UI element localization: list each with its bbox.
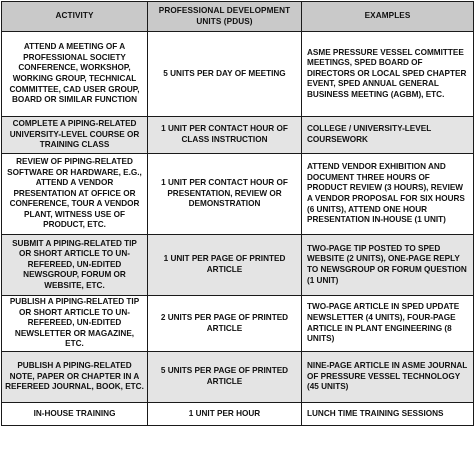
pdu-table	[1, 1, 474, 426]
header-pdu: PROFESSIONAL DEVELOPMENT UNITS (PDUS)	[148, 2, 302, 32]
example-cell: ASME PRESSURE VESSEL COMMITTEE MEETINGS, SPED BOARD OF DIRECTORS OR LOCAL SPED CHAPTER EVENT, SPED ANNUAL GENERAL BUSINESS MEETING (AGBM), ETC.	[302, 32, 474, 117]
pdu-cell: 5 UNITS PER PAGE OF PRINTED ARTICLE	[148, 352, 302, 403]
example-cell: LUNCH TIME TRAINING SESSIONS	[302, 403, 474, 426]
activity-cell: IN-HOUSE TRAINING	[2, 403, 148, 426]
pdu-cell: 1 UNIT PER CONTACT HOUR OF CLASS INSTRUCTION	[148, 117, 302, 154]
table-row	[2, 403, 474, 426]
header-examples: EXAMPLES	[302, 2, 474, 32]
activity-cell: COMPLETE A PIPING-RELATED UNIVERSITY-LEVEL COURSE OR TRAINING CLASS	[2, 117, 148, 154]
pdu-cell: 2 UNITS PER PAGE OF PRINTED ARTICLE	[148, 296, 302, 352]
activity-cell: PUBLISH A PIPING-RELATED TIP OR SHORT ARTICLE TO UN-REFEREED, UN-EDITED NEWSLETTER OR MAGAZINE, ETC.	[2, 296, 148, 352]
activity-cell: SUBMIT A PIPING-RELATED TIP OR SHORT ARTICLE TO UN-REFEREED, UN-EDITED NEWSGROUP, FORUM OR WEBSITE, ETC.	[2, 235, 148, 296]
activity-cell: ATTEND A MEETING OF A PROFESSIONAL SOCIETY CONFERENCE, WORKSHOP, WORKING GROUP, TECHNICAL COMMITTEE, CAD USER GROUP, BOARD OR SIMILAR FUNCTION	[2, 32, 148, 117]
table-header-row	[2, 2, 474, 32]
header-activity: ACTIVITY	[2, 2, 148, 32]
table-row	[2, 235, 474, 296]
example-cell: NINE-PAGE ARTICLE IN ASME JOURNAL OF PRESSURE VESSEL TECHNOLOGY (45 UNITS)	[302, 352, 474, 403]
example-cell: COLLEGE / UNIVERSITY-LEVEL COURSEWORK	[302, 117, 474, 154]
table-row	[2, 32, 474, 117]
pdu-cell: 1 UNIT PER HOUR	[148, 403, 302, 426]
activity-cell: PUBLISH A PIPING-RELATED NOTE, PAPER OR CHAPTER IN A REFEREED JOURNAL, BOOK, ETC.	[2, 352, 148, 403]
table-row	[2, 296, 474, 352]
table-row	[2, 352, 474, 403]
example-cell: ATTEND VENDOR EXHIBITION AND DOCUMENT THREE HOURS OF PRODUCT REVIEW (3 HOURS), REVIEW A VENDOR PROPOSAL FOR SIX HOURS (6 UNITS), ATTEND ONE HOUR PRESENTATION IN-HOUSE (1 UNIT)	[302, 154, 474, 235]
pdu-cell: 1 UNIT PER PAGE OF PRINTED ARTICLE	[148, 235, 302, 296]
pdu-cell: 1 UNIT PER CONTACT HOUR OF PRESENTATION, REVIEW OR DEMONSTRATION	[148, 154, 302, 235]
pdu-cell: 5 UNITS PER DAY OF MEETING	[148, 32, 302, 117]
example-cell: TWO-PAGE ARTICLE IN SPED UPDATE NEWSLETTER (4 UNITS), FOUR-PAGE ARTICLE IN PLANT ENGINEERING (8 UNITS)	[302, 296, 474, 352]
example-cell: TWO-PAGE TIP POSTED TO SPED WEBSITE (2 UNITS), ONE-PAGE REPLY TO NEWSGROUP OR FORUM QUESTION (1 UNIT)	[302, 235, 474, 296]
table-row	[2, 117, 474, 154]
table-row	[2, 154, 474, 235]
activity-cell: REVIEW OF PIPING-RELATED SOFTWARE OR HARDWARE, E.G., ATTEND A VENDOR PRESENTATION AT OFFICE OR CONFERENCE, TOUR A VENDOR PLANT, WITNESS USE OF PRODUCT, ETC.	[2, 154, 148, 235]
